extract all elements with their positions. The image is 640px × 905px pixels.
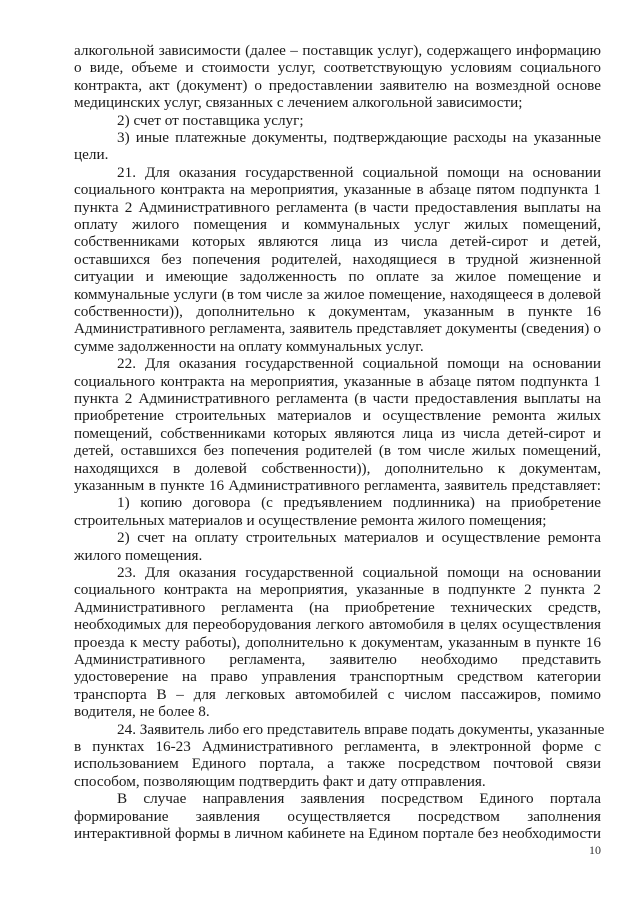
text-line: указанным в пункте 16 Административного регламента, заявитель представляет: <box>74 477 601 494</box>
text-line: В случае направления заявления посредством Единого портала <box>117 790 601 808</box>
text-line: жилого помещения. <box>74 546 203 564</box>
text-line: социального контракта на мероприятия, указанные в абзаце пятом подпункта 1 <box>74 372 601 390</box>
text-line: использованием Единого портала, а также посредством почтовой связи <box>74 755 601 773</box>
text-line: о виде, объеме и стоимости услуг, соответствующую условиям социального <box>74 59 601 77</box>
text-line: цели. <box>74 146 109 164</box>
text-line: собственниками которых являются лица из числа детей-сирот и детей, <box>74 233 601 251</box>
text-line: коммунальные услуги (в том числе за жилое помещение, находящееся в долевой <box>74 285 601 303</box>
text-line: алкогольной зависимости (далее – поставщик услуг), содержащего информацию <box>74 42 601 59</box>
text-line: 21. Для оказания государственной социальной помощи на основании <box>117 163 601 181</box>
text-line: детей, оставшихся без попечения родителей (в том числе жилых помещений, <box>74 442 601 460</box>
text-line: находящихся в долевой собственности)), дополнительно к документам, <box>74 459 601 477</box>
text-line: проезда к месту работы), дополнительно к документам, указанным в пункте 16 <box>74 633 601 651</box>
page-number: 10 <box>589 843 601 857</box>
text-line: Административного регламента (на приобретение технических средств, <box>74 598 601 616</box>
text-line: собственности)), дополнительно к документам, указанным в пункте 16 <box>74 303 601 320</box>
text-line: необходимых для переоборудования легкого автомобиля в целях осуществления <box>74 616 601 634</box>
text-line: удостоверение на право управления транспортным средством категории <box>74 668 601 686</box>
text-line: оставшихся без попечения родителей, находящиеся в трудной жизненной <box>74 250 601 268</box>
text-line: оплату жилого помещения и коммунальных услуг жилых помещений, <box>74 216 601 233</box>
text-line: 23. Для оказания государственной социальной помощи на основании <box>117 564 601 581</box>
text-line: Административного регламента, заявитель представляет документы (сведения) о <box>74 320 601 338</box>
text-line: пункта 2 Административного регламента (в части предоставления выплаты на <box>74 390 601 407</box>
text-line: 22. Для оказания государственной социальной помощи на основании <box>117 355 601 373</box>
text-line: интерактивной формы в личном кабинете на Едином портале без необходимости <box>74 825 601 842</box>
text-line: помещений, собственниками которых являются лица из числа детей-сирот и <box>74 424 601 442</box>
text-line: сумме задолженности на оплату коммунальных услуг. <box>74 337 424 355</box>
text-line: социального контракта на мероприятия, указанные в абзаце пятом подпункта 1 <box>74 181 601 199</box>
text-line: формирование заявления осуществляется посредством заполнения <box>74 807 601 825</box>
text-line: контракта, акт (документ) о предоставлении заявителю на возмездной основе <box>74 76 601 94</box>
text-line: 2) счет на оплату строительных материалов и осуществление ремонта <box>117 529 601 547</box>
text-line: ситуации и имеющие задолженность по оплате за жилое помещение и <box>74 268 601 286</box>
text-line: 3) иные платежные документы, подтверждающие расходы на указанные <box>117 129 601 146</box>
text-line: водителя, не более 8. <box>74 703 210 721</box>
text-line: 1) копию договора (с предъявлением подлинника) на приобретение <box>117 494 601 512</box>
text-line: транспорта В – для легковых автомобилей с числом пассажиров, помимо <box>74 685 601 703</box>
text-line: медицинских услуг, связанных с лечением алкогольной зависимости; <box>74 94 523 112</box>
text-line: строительных материалов и осуществление ремонта жилого помещения; <box>74 511 547 529</box>
text-line: 2) счет от поставщика услуг; <box>117 111 304 129</box>
text-line: 24. Заявитель либо его представитель вправе подать документы, указанные <box>117 720 605 738</box>
text-line: пункта 2 Административного регламента (в части предоставления выплаты на <box>74 198 601 216</box>
text-line: Административного регламента, заявителю необходимо представить <box>74 651 601 668</box>
text-line: приобретение строительных материалов и осуществление ремонта жилых <box>74 407 601 425</box>
text-line: социального контракта на мероприятия, указанные в подпункте 2 пункта 2 <box>74 581 601 599</box>
text-line: в пунктах 16-23 Административного регламента, в электронной форме с <box>74 738 601 755</box>
text-line: способом, позволяющим подтвердить факт и дату отправления. <box>74 772 486 790</box>
